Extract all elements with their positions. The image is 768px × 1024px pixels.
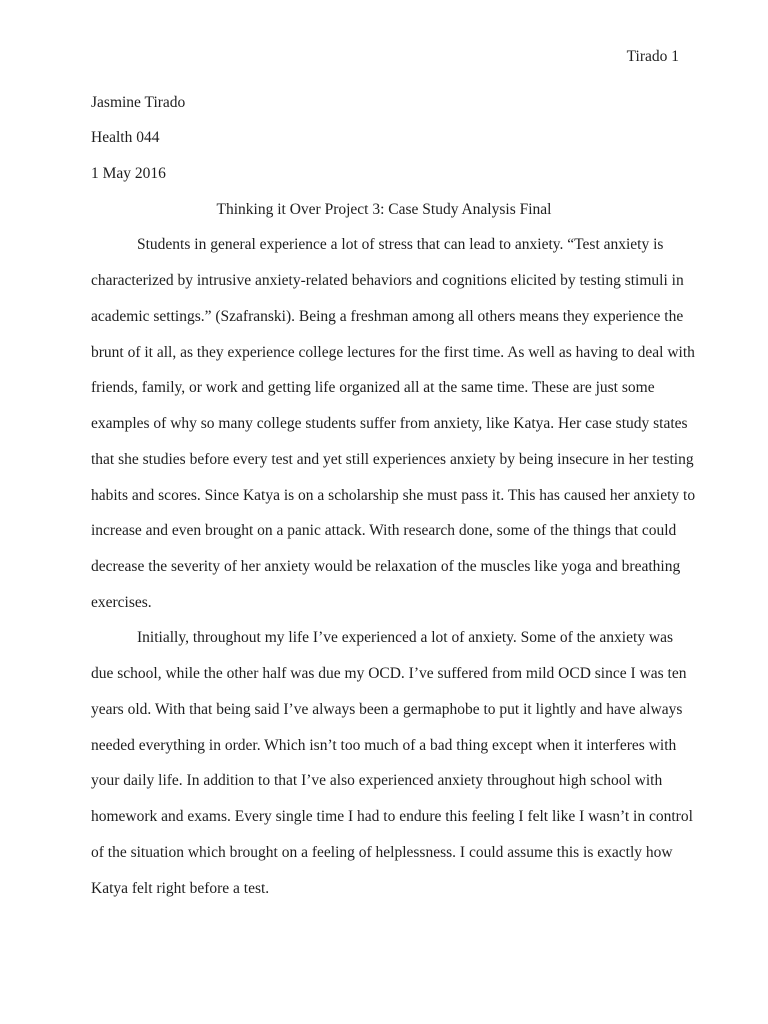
paragraph-line: examples of why so many college students suffer from anxiety, like Katya. Her case study states <box>91 415 688 432</box>
paragraph-line: exercises. <box>91 594 152 611</box>
paragraph-line: years old. With that being said I’ve always been a germaphobe to put it lightly and have always <box>91 701 683 718</box>
paragraph-line: habits and scores. Since Katya is on a scholarship she must pass it. This has caused her anxiety to <box>91 487 696 504</box>
paragraph-line: increase and even brought on a panic attack. With research done, some of the things that could <box>91 522 677 539</box>
paragraph-line: Katya felt right before a test. <box>91 880 270 897</box>
paragraph-line: academic settings.” (Szafranski). Being a freshman among all others means they experience the <box>91 308 684 325</box>
paragraph-line: friends, family, or work and getting life organized all at the same time. These are just some <box>91 379 655 396</box>
paragraph-line: that she studies before every test and yet still experiences anxiety by being insecure in her testing <box>91 451 694 468</box>
paragraph-line: Initially, throughout my life I’ve experienced a lot of anxiety. Some of the anxiety was <box>137 629 674 646</box>
running-head: Tirado 1 <box>626 48 679 65</box>
paragraph-line: of the situation which brought on a feeling of helplessness. I could assume this is exactly how <box>91 844 673 861</box>
paragraph-line: characterized by intrusive anxiety-related behaviors and cognitions elicited by testing stimuli in <box>91 272 684 289</box>
course-name: Health 044 <box>91 129 160 146</box>
paragraph-line: your daily life. In addition to that I’ve also experienced anxiety throughout high school with <box>91 772 663 789</box>
paragraph-line: needed everything in order. Which isn’t too much of a bad thing except when it interferes with <box>91 737 677 754</box>
paper-title: Thinking it Over Project 3: Case Study Analysis Final <box>216 201 552 218</box>
paragraph-line: Students in general experience a lot of stress that can lead to anxiety. “Test anxiety is <box>137 236 664 253</box>
paragraph-line: brunt of it all, as they experience college lectures for the first time. As well as having to deal with <box>91 344 695 361</box>
paragraph-line: due school, while the other half was due my OCD. I’ve suffered from mild OCD since I was ten <box>91 665 687 682</box>
paper-date: 1 May 2016 <box>91 165 166 182</box>
paragraph-line: homework and exams. Every single time I had to endure this feeling I felt like I wasn’t in control <box>91 808 693 825</box>
paragraph-line: decrease the severity of her anxiety would be relaxation of the muscles like yoga and breathing <box>91 558 681 575</box>
author-name: Jasmine Tirado <box>91 94 186 111</box>
